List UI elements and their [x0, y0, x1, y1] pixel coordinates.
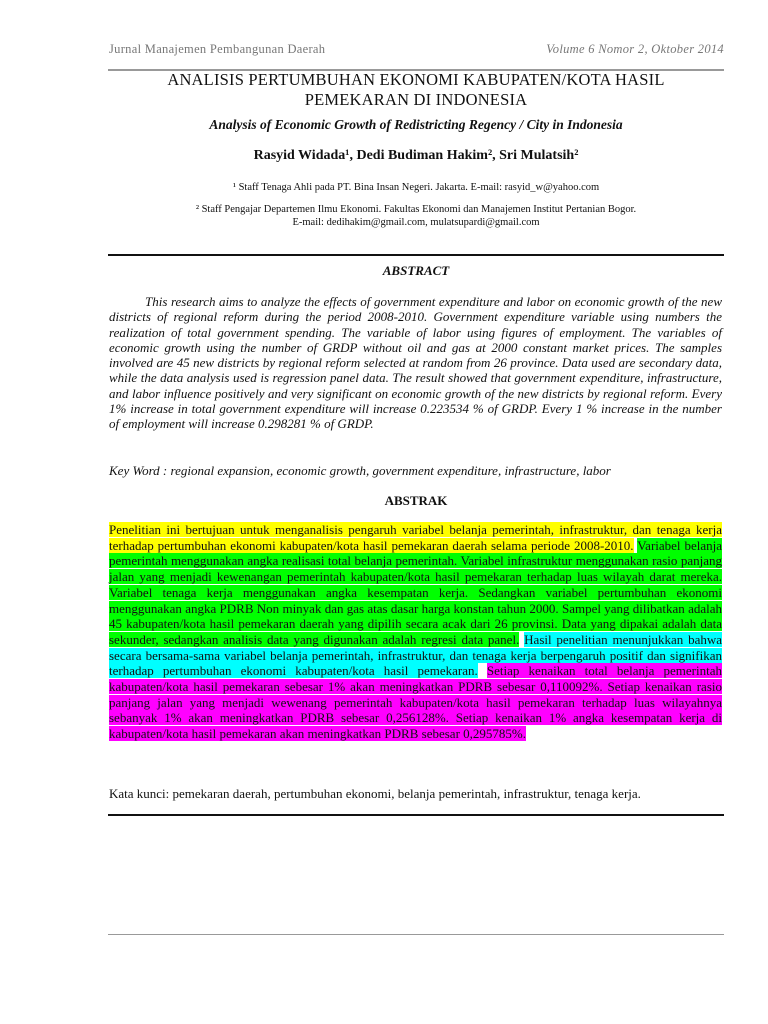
section-rule: [108, 254, 724, 256]
abstrak-keywords: Kata kunci: pemekaran daerah, pertumbuhan ekonomi, belanja pemerintah, infrastruktur, tenaga kerja.: [109, 786, 641, 801]
title-line: ANALISIS PERTUMBUHAN EKONOMI KABUPATEN/KOTA HASIL: [167, 70, 665, 89]
paper-subtitle: Analysis of Economic Growth of Redistricting Regency / City in Indonesia: [209, 117, 623, 132]
paper-title: [108, 70, 724, 110]
affiliation-2-email: E-mail: dedihakim@gmail.com, mulatsupardi@gmail.com: [292, 217, 540, 228]
journal-volume: Volume 6 Nomor 2, Oktober 2014: [546, 42, 724, 56]
highlight-cyan: Hasil penelitian menunjukkan bahwa secara bersama-sama variabel belanja pemerintah, infrastruktur, dan tenaga kerja berpengaruh positif dan signifikan terhadap pertumbuhan ekonomi kabupaten/kota hasil pemekaran.: [109, 631, 723, 679]
highlight-green: Variabel belanja pemerintah menggunakan angka realisasi total belanja pemerintah. Variabel infrastruktur menggunakan rasio panjang jalan yang menjadi kewenangan pemerintah kabupaten/kota hasil pemekaran terhadap luas wilayah darat mereka. Variabel tenaga kerja menggunakan angka kesempatan kerja. Sedangkan variabel pertumbuhan ekonomi menggunakan angka PDRB Non minyak dan gas atas dasar harga konstan tahun 2000. Sampel yang dilibatkan adalah 45 kabupaten/kota hasil pemekaran daerah yang dipilih secara acak dari 26 provinsi. Data yang dipakai adalah data sekunder, sedangkan analisis data yang digunakan adalah regresi data panel.: [109, 537, 723, 647]
abstract-keywords: Key Word : regional expansion, economic growth, government expenditure, infrastructure, labor: [109, 463, 611, 478]
journal-name: Jurnal Manajemen Pembangunan Daerah: [109, 42, 326, 56]
abstract-heading: ABSTRACT: [382, 263, 450, 278]
title-line: PEMEKARAN DI INDONESIA: [304, 90, 528, 109]
authors: Rasyid Widada¹, Dedi Budiman Hakim², Sri Mulatsih²: [253, 148, 579, 163]
affiliation-2: ² Staff Pengajar Departemen Ilmu Ekonomi. Fakultas Ekonomi dan Manajemen Institut Pertanian Bogor.: [195, 204, 637, 215]
abstrak-heading: ABSTRAK: [384, 493, 448, 508]
abstrak-text: [109, 522, 722, 742]
section-rule: [108, 814, 724, 816]
abstract-text: This research aims to analyze the effects of government expenditure and labor on economic growth of the new districts of regional reform during the period 2008-2010. Government expenditure variable using numbers the realization of total government spending. The variable of labor using figures of employment. The variables of economic growth using the number of GRDP without oil and gas at 2000 constant market prices. The samples involved are 45 new districts by regional reform selected at random from 26 province. Data used are secondary data, while the data analysis used is regression panel data. The result showed that government expenditure, infrastructure, and labor influence positively and very significant on economic growth of the new districts by regional reform. Every 1% increase in total government expenditure will increase 0.223534 % of GRDP. Every 1 % increase in the number of employment will increase 0.298281 % of GRDP.: [109, 294, 722, 432]
highlight-yellow: Penelitian ini bertujuan untuk menganalisis pengaruh variabel belanja pemerintah, infrastruktur, dan tenaga kerja terhadap pertumbuhan ekonomi kabupaten/kota hasil pemekaran daerah selama periode 2008-2010.: [109, 522, 722, 553]
affiliation-1: ¹ Staff Tenaga Ahli pada PT. Bina Insan Negeri. Jakarta. E-mail: rasyid_w@yahoo.com: [232, 182, 600, 193]
highlight-magenta: Setiap kenaikan total belanja pemerintah kabupaten/kota hasil pemekaran sebesar 1% akan meningkatkan PDRB sebesar 0,110092%. Setiap kenaikan rasio panjang jalan yang menjadi wewenang pemerintah kabupaten/kota hasil pemekaran terhadap luas wilayahnya sebanyak 1% akan meningkatkan PDRB sebesar 0,256128%. Setiap kenaikan 1% angka kesempatan kerja di kabupaten/kota hasil pemekaran akan meningkatkan PDRB sebesar 0,295785%.: [109, 663, 723, 742]
footer-rule: [108, 934, 724, 935]
